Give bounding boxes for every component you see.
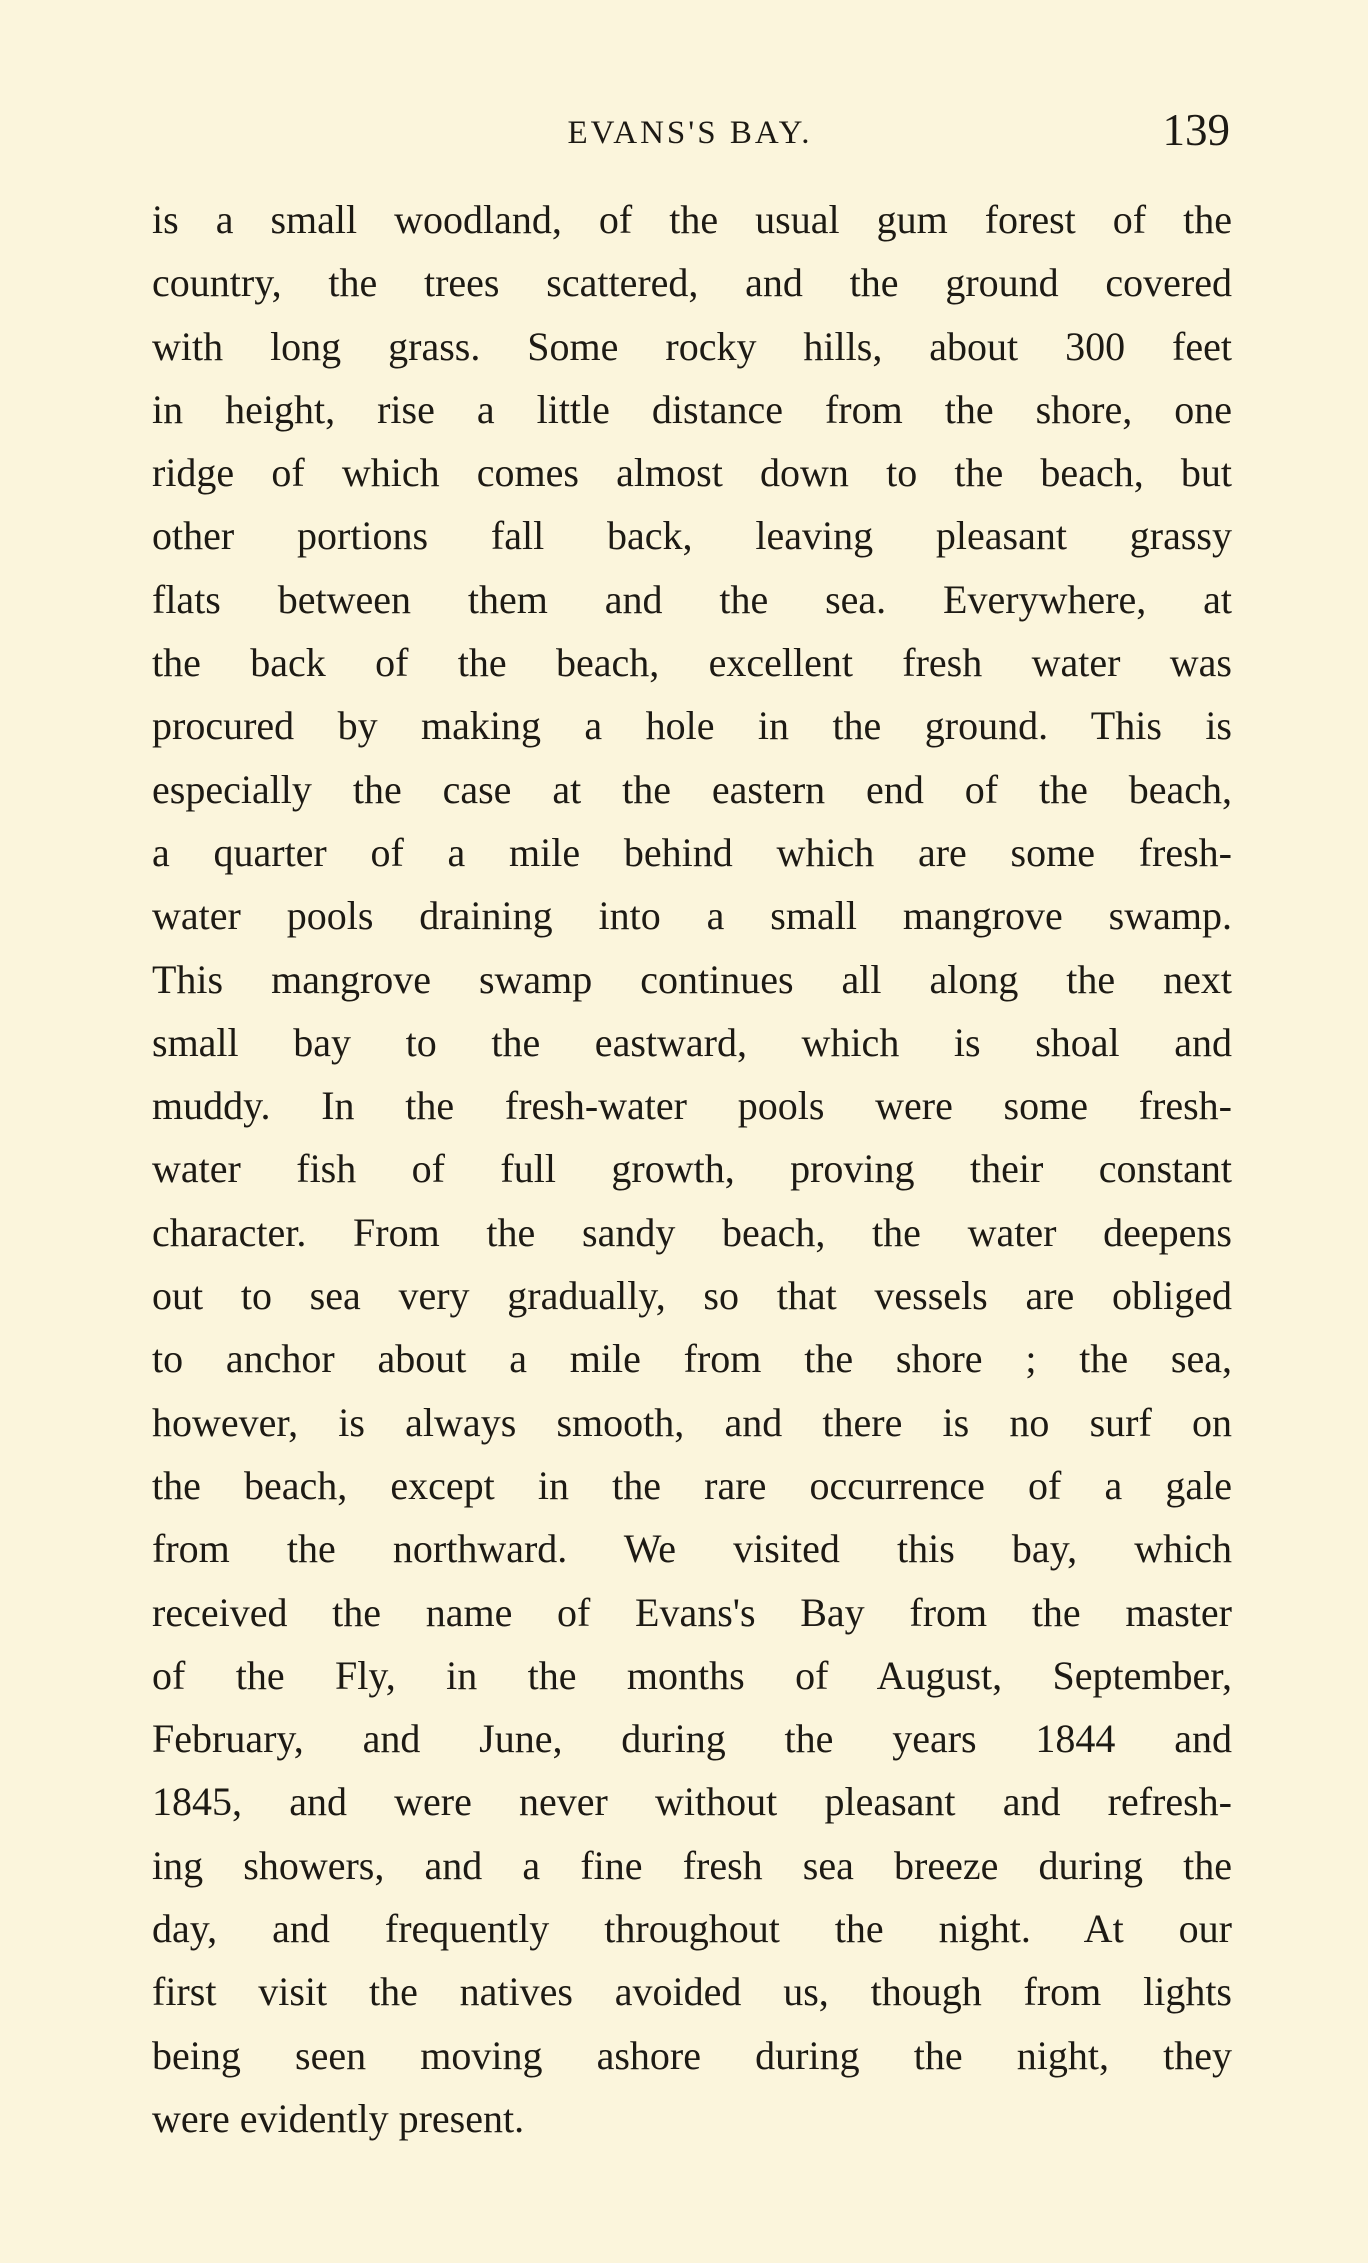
text-line: February, and June, during the years 1844 and <box>152 1716 1232 1762</box>
text-line: muddy. In the fresh-water pools were some fresh- <box>152 1083 1232 1129</box>
text-line: a quarter of a mile behind which are some fresh- <box>152 829 1232 875</box>
text-line: to anchor about a mile from the shore ; the sea, <box>152 1336 1232 1382</box>
running-head <box>150 105 1230 165</box>
text-line: small bay to the eastward, which is shoal and <box>152 1019 1232 1065</box>
text-line: were evidently present. <box>152 2095 525 2141</box>
text-line: country, the trees scattered, and the ground covered <box>152 260 1232 306</box>
text-line: water pools draining into a small mangrove swamp. <box>152 893 1232 939</box>
text-line: flats between them and the sea. Everywhere, at <box>152 576 1232 622</box>
text-line: first visit the natives avoided us, though from lights <box>152 1969 1232 2015</box>
page-number: 139 <box>1162 105 1230 155</box>
text-line: with long grass. Some rocky hills, about 300 feet <box>152 323 1232 369</box>
text-line: day, and frequently throughout the night. At our <box>152 1906 1232 1952</box>
text-line: especially the case at the eastern end of the beach, <box>152 766 1232 812</box>
text-line: 1845, and were never without pleasant and refresh- <box>152 1779 1232 1825</box>
text-line: water fish of full growth, proving their constant <box>152 1146 1232 1192</box>
text-line: from the northward. We visited this bay, which <box>152 1526 1232 1572</box>
body-text <box>152 188 1232 2150</box>
text-line: however, is always smooth, and there is no surf on <box>152 1399 1232 1445</box>
text-line: out to sea very gradually, so that vessels are obliged <box>152 1273 1232 1319</box>
text-line: ing showers, and a fine fresh sea breeze during the <box>152 1842 1232 1888</box>
text-line: is a small woodland, of the usual gum forest of the <box>152 197 1232 242</box>
text-line: This mangrove swamp continues all along the next <box>152 956 1232 1002</box>
text-line: procured by making a hole in the ground. This is <box>152 703 1232 749</box>
text-line: ridge of which comes almost down to the beach, but <box>152 450 1232 496</box>
running-title: EVANS'S BAY. <box>567 115 813 151</box>
text-line: being seen moving ashore during the night, they <box>152 2032 1232 2078</box>
text-line: character. From the sandy beach, the water deepens <box>152 1209 1232 1255</box>
text-line: other portions fall back, leaving pleasant grassy <box>152 513 1232 559</box>
text-line: of the Fly, in the months of August, September, <box>152 1652 1232 1698</box>
text-line: received the name of Evans's Bay from the master <box>152 1589 1232 1635</box>
text-line: in height, rise a little distance from the shore, one <box>152 386 1232 432</box>
text-line: the back of the beach, excellent fresh water was <box>152 640 1232 686</box>
text-line: the beach, except in the rare occurrence of a gale <box>152 1462 1232 1508</box>
